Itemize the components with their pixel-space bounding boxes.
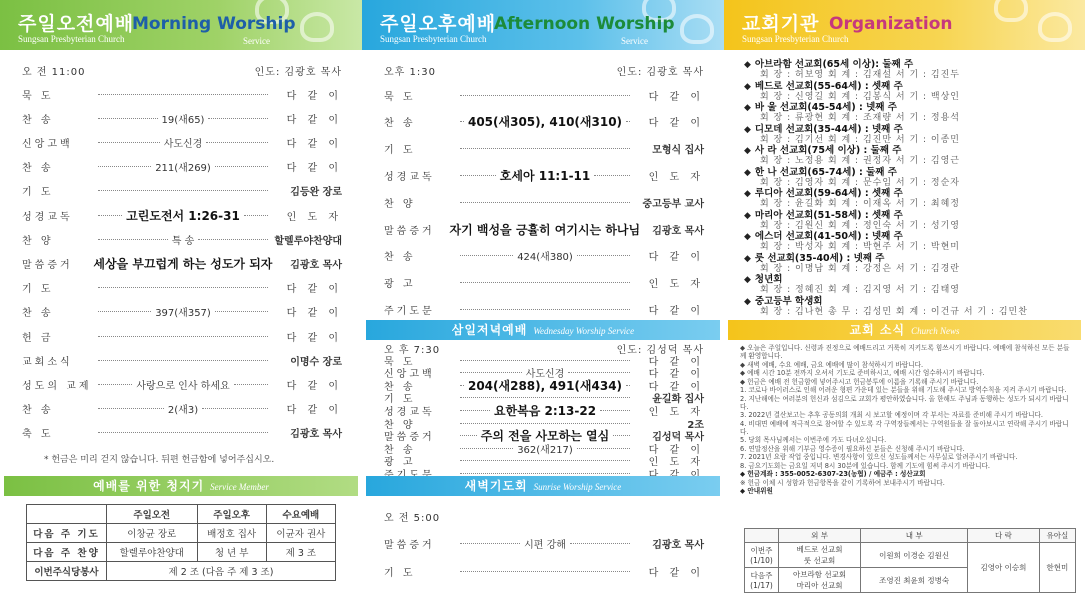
order-label: 주기도문	[384, 305, 435, 317]
heart-decoration	[1038, 12, 1072, 42]
order-value: 211(새269)	[155, 163, 211, 175]
order-row	[384, 535, 704, 551]
wednesday-title: 삼일저녁예배	[451, 323, 528, 337]
diamond-icon: ◆	[744, 124, 751, 135]
dotted-leader	[460, 571, 630, 572]
dotted-leader	[460, 435, 477, 436]
church-name: Sungsan Presbyterian Church	[380, 34, 487, 44]
usher-inner: 이원희 이경순 김원신	[861, 543, 968, 568]
duty-cell: 청 년 부	[197, 543, 266, 562]
duty-title: 예배를 위한 청지기	[93, 479, 205, 493]
order-label: 찬 송	[384, 252, 416, 264]
order-label: 축 도	[22, 429, 54, 441]
dotted-leader	[460, 148, 630, 149]
order-person: 다 같 이	[648, 252, 705, 264]
heart-decoration	[300, 12, 334, 42]
dotted-leader	[460, 410, 490, 411]
afternoon-time: 오후 1:30	[384, 66, 436, 78]
heart-decoration	[994, 0, 1028, 22]
duty-cell: 제 2 조 (다음 주 제 3 조)	[107, 562, 336, 581]
order-label: 성경교독	[384, 406, 435, 418]
dotted-leader	[600, 410, 630, 411]
order-person: 다 같 이	[648, 91, 704, 103]
organization-name-text: 한 나 선교회(65-74세) : 둘째 주	[754, 166, 897, 178]
news-item: 8. 금요기도회는 금요일 저녁 8시 30분에 있습니다. 함께 기도에 힘써 주시기 바랍니다.	[740, 461, 990, 470]
news-item: 1. 코로나 바이러스로 인해 어려운 형편 가운데 있는 분들을 위해 기도해 주시고 방역수칙을 지켜 주시기 바랍니다.	[740, 386, 1067, 394]
order-person: 다 같 이	[286, 138, 343, 150]
organization-members: 회 장 : 박성자 회 계 : 박현주 서 기 : 박현미	[760, 242, 960, 252]
dotted-leader	[570, 543, 630, 544]
dotted-leader	[98, 142, 160, 143]
order-person: 김광호 목사	[290, 259, 342, 271]
order-value: 특 송	[171, 235, 195, 247]
order-row	[22, 352, 342, 368]
duty-table	[26, 504, 336, 581]
order-label: 성경교독	[22, 211, 73, 223]
dotted-leader	[626, 385, 630, 386]
order-person: 이명수 장로	[290, 356, 342, 368]
order-label: 기 도	[22, 284, 54, 296]
usher-upper: 김영아 이승희	[968, 543, 1040, 593]
order-person: 다 같 이	[286, 114, 343, 126]
order-row	[384, 141, 704, 157]
diamond-icon: ◆	[744, 103, 751, 113]
order-person: 인 도 자	[286, 211, 343, 223]
usher-row	[745, 543, 1076, 568]
order-person: 중고등부 교사	[642, 198, 704, 210]
order-value: 2(새3)	[167, 405, 199, 417]
order-label: 말씀증거	[22, 259, 73, 271]
wednesday-time: 오 후 7:30	[384, 345, 441, 356]
order-row	[384, 275, 704, 291]
dawn-time-row	[384, 508, 704, 524]
dotted-leader	[577, 448, 630, 449]
organization-column	[724, 0, 1085, 595]
duty-cell: 배정호 집사	[197, 524, 266, 543]
order-value: 시편 강해	[524, 539, 566, 551]
order-row	[22, 207, 342, 223]
order-value: 204(새288), 491(새434)	[467, 378, 623, 393]
afternoon-leader: 인도: 김광호 목사	[616, 66, 704, 78]
dotted-leader	[198, 239, 268, 240]
dotted-leader	[460, 309, 630, 310]
organization-name-text: 룻 선교회(35-40세) : 넷째 주	[754, 252, 885, 264]
dotted-leader	[460, 360, 630, 361]
organization-name-text: 사 라 선교회(75세 이상) : 둘째 주	[754, 145, 902, 156]
usher-table	[744, 528, 1076, 593]
order-label: 찬 양	[384, 198, 416, 210]
dotted-leader	[460, 175, 496, 176]
order-person: 다 같 이	[286, 284, 342, 296]
dotted-leader	[98, 190, 268, 191]
dotted-leader	[208, 118, 268, 119]
morning-column	[0, 0, 362, 595]
order-person: 김광호 목사	[652, 539, 705, 551]
dotted-leader	[215, 311, 268, 312]
order-value: 사도신경	[525, 369, 565, 381]
order-person: 인 도 자	[648, 171, 705, 183]
dotted-leader	[244, 215, 268, 216]
order-value: 19(새65)	[161, 114, 205, 126]
order-label: 말씀증거	[384, 539, 435, 551]
dotted-leader	[98, 118, 158, 119]
usher-outer: 베드로 선교회 룻 선교회	[779, 543, 861, 568]
order-value: 호세아 11:1-11	[499, 168, 591, 183]
order-label: 기 도	[384, 394, 416, 406]
dotted-leader	[460, 543, 520, 544]
usher-header: 다 락	[968, 529, 1040, 543]
news-bar	[728, 320, 1081, 340]
diamond-icon: ◆	[744, 60, 751, 70]
order-label: 성경교독	[384, 171, 435, 183]
church-name: Sungsan Presbyterian Church	[742, 34, 849, 44]
organization-name-text: 중고등부 학생회	[754, 295, 823, 307]
dotted-leader	[98, 432, 268, 433]
diamond-icon: ◆	[744, 296, 751, 307]
organization-title-ko: 교회기관	[742, 13, 820, 35]
order-label: 교회소식	[22, 356, 73, 368]
order-value: 자기 백성을 긍휼히 여기시는 하나님	[449, 222, 641, 237]
news-bullet: ◆ 헌금은 예배 전 헌금함에 넣어주시고 헌금봉투에 이름을 기록해 주시기 바랍니다.	[740, 377, 979, 386]
order-person: 다 같 이	[286, 332, 342, 344]
dotted-leader	[98, 360, 268, 361]
duty-cell: 할렐루야찬양대	[107, 543, 198, 562]
organization-members: 회 장 : 허보영 회 계 : 김재설 서 기 : 김진두	[760, 70, 960, 80]
usher-header: 외 부	[779, 529, 861, 543]
organization-name-text: 베드로 선교회(55-64세) : 셋째 주	[754, 80, 903, 92]
duty-row-label: 이번주식당봉사	[27, 562, 107, 581]
news-bullet: ◆ 새벽 예배, 수요 예배, 금요 예배에 많이 참석하시기 바랍니다.	[740, 360, 924, 369]
duty-title-en: Service Member	[210, 482, 269, 492]
order-label: 찬 송	[22, 114, 54, 126]
order-person: 다 같 이	[286, 405, 342, 417]
dotted-leader	[234, 384, 268, 385]
news-title: 교회 소식	[849, 323, 906, 337]
news-body	[740, 344, 1070, 496]
offering-note: * 헌금은 미리 걷지 않습니다. 뒤편 헌금함에 넣어주십시오.	[44, 455, 275, 465]
afternoon-column	[362, 0, 724, 595]
order-label: 말씀증거	[384, 432, 435, 444]
dotted-leader	[594, 175, 630, 176]
order-label: 찬 양	[22, 235, 54, 247]
duty-row	[27, 543, 336, 562]
order-label: 묵 도	[22, 90, 54, 102]
order-person: 다 같 이	[648, 305, 704, 317]
news-item: 6. 연말정산을 위해 기부금 영수증이 필요하신 분들은 신청해 주시기 바랍니다.	[740, 444, 965, 453]
order-label: 광 고	[384, 279, 416, 291]
order-person: 다 같 이	[286, 90, 342, 102]
morning-title-ko: 주일오전예배	[18, 13, 135, 35]
diamond-icon: ◆	[744, 189, 751, 199]
duty-bar	[4, 476, 358, 496]
order-value: 사도신경	[163, 138, 203, 150]
order-label: 찬 양	[384, 419, 416, 431]
order-row	[384, 194, 704, 210]
dawn-bar	[366, 476, 720, 496]
order-label: 기 도	[22, 187, 54, 199]
account-note: ※ 헌금 이체 시 성함과 헌금항목을 같이 기록하여 보내주시기 바랍니다.	[740, 478, 945, 487]
order-person: 다 같 이	[648, 381, 704, 393]
dotted-leader	[202, 408, 268, 409]
order-label: 찬 송	[384, 118, 416, 130]
order-value: 요한복음 2:13-22	[493, 403, 597, 418]
dotted-leader	[460, 460, 630, 461]
usher-header: 내 부	[861, 529, 968, 543]
order-row	[384, 248, 704, 264]
order-person: 다 같 이	[286, 380, 342, 392]
order-label: 찬 송	[22, 308, 54, 320]
morning-leader: 인도: 김광호 목사	[254, 66, 342, 78]
organization-name-text: 루디아 선교회(59-64세) : 셋째 주	[754, 188, 903, 199]
order-label: 신앙고백	[384, 369, 435, 381]
order-label: 찬 송	[384, 444, 416, 456]
order-person: 모형식 집사	[652, 145, 704, 157]
order-person: 인 도 자	[648, 406, 705, 418]
order-row	[22, 328, 342, 344]
order-person: 인 도 자	[648, 279, 704, 291]
organization-title-en: Organization	[829, 14, 953, 34]
order-label: 신앙고백	[22, 138, 73, 150]
order-value: 고린도전서 1:26-31	[126, 208, 240, 223]
order-label: 기 도	[384, 145, 416, 157]
order-label: 기 도	[384, 567, 416, 579]
organization-name-text: 아브라함 선교회(65세 이상): 둘째 주	[754, 59, 914, 70]
order-label: 광 고	[384, 457, 416, 469]
organization-members: 회 장 : 신영길 회 계 : 김봉식 서 기 : 백상인	[760, 91, 960, 102]
dotted-leader	[98, 239, 168, 240]
organization-name-text: 디모데 선교회(35-44세) : 넷째 주	[754, 123, 903, 135]
wednesday-title-en: Wednesday Worship Service	[533, 326, 635, 336]
service-tag: Service	[621, 36, 648, 46]
diamond-icon: ◆	[744, 146, 751, 156]
morning-header	[0, 0, 362, 50]
duty-cell: 제 3 조	[266, 543, 335, 562]
order-person: 2조	[687, 419, 704, 431]
order-row	[384, 114, 704, 130]
order-person: 윤길화 집사	[652, 394, 704, 406]
dotted-leader	[460, 255, 513, 256]
order-value: 405(새305), 410(새310)	[467, 115, 623, 130]
organization-members: 회 장 : 김원신 회 계 : 정인숙 서 기 : 성기영	[760, 220, 960, 231]
order-row	[384, 167, 704, 183]
dotted-leader	[460, 95, 630, 96]
diamond-icon: ◆	[744, 232, 751, 242]
dotted-leader	[98, 408, 164, 409]
usher-week: 다음주 (1/17)	[745, 568, 779, 593]
order-person: 다 같 이	[286, 308, 343, 320]
news-item: 5. 당회 목사님께서는 이번주에 가도 다녀오십니다.	[740, 436, 887, 444]
organization-name-text: 청년회	[754, 274, 783, 285]
wednesday-leader: 인도: 김성덕 목사	[616, 345, 704, 356]
usher-outer: 아브라함 선교회 마리아 선교회	[779, 568, 861, 593]
order-value: 397(새357)	[155, 308, 211, 320]
organization-members: 회 장 : 노정용 회 계 : 권정자 서 기 : 김영근	[760, 156, 960, 166]
diamond-icon: ◆	[744, 167, 751, 178]
order-person: 다 같 이	[648, 118, 704, 130]
dotted-leader	[613, 435, 630, 436]
order-label: 헌 금	[22, 332, 54, 344]
order-row	[22, 304, 342, 320]
dotted-leader	[460, 282, 630, 283]
morning-time: 오 전 11:00	[22, 66, 86, 78]
usher-inner: 조영진 최윤희 정병숙	[861, 568, 968, 593]
service-tag: Service	[243, 36, 270, 46]
usher-header	[745, 529, 779, 543]
morning-title-en: Morning Worship	[132, 14, 296, 34]
order-row	[22, 280, 342, 296]
order-person: 김광호 목사	[290, 429, 342, 441]
order-row	[22, 110, 342, 126]
diamond-icon: ◆	[744, 81, 751, 92]
dotted-leader	[98, 384, 132, 385]
news-item: 2. 지난해에는 여러분의 헌신과 섬김으로 교회가 평안하였습니다. 올 한해도 주님과 동행하는 성도가 되시기 바랍니다.	[740, 394, 1069, 411]
order-row	[22, 425, 342, 441]
order-label: 말씀증거	[384, 225, 435, 237]
order-row	[22, 134, 342, 150]
afternoon-title-ko: 주일오후예배	[380, 13, 497, 35]
dotted-leader	[98, 166, 151, 167]
order-person: 김성덕 목사	[652, 432, 704, 444]
news-bullet: ◆ 오늘은 주일입니다. 신령과 진정으로 예배드리고 거룩히 지키도록 힘쓰시기 바랍니다. 예배에 참석하신 모든 분들께 환영합니다.	[740, 344, 1070, 360]
duty-row-label: 다음 주 찬양	[27, 543, 107, 562]
order-label: 찬 송	[22, 405, 54, 417]
order-row	[22, 183, 342, 199]
order-value: 362(새217)	[517, 444, 573, 456]
order-person: 인 도 자	[648, 457, 704, 469]
heart-decoration	[680, 14, 714, 44]
dotted-leader	[206, 142, 268, 143]
guide-title: ◆ 안내위원	[740, 487, 773, 495]
organization-members: 회 장 : 류광현 회 계 : 조재량 서 기 : 정용석	[760, 113, 960, 123]
usher-week: 이번주 (1/10)	[745, 543, 779, 568]
order-value: 주의 전을 사모하는 열심	[480, 429, 610, 444]
order-label: 묵 도	[384, 91, 416, 103]
order-label: 찬 송	[384, 381, 416, 393]
order-row	[22, 401, 342, 417]
wednesday-bar	[366, 320, 720, 340]
order-row	[22, 86, 342, 102]
organization-members: 회 장 : 김기선 회 계 : 김진만 서 기 : 이종민	[760, 134, 960, 145]
dotted-leader	[98, 215, 122, 216]
duty-cell: 이균자 권사	[266, 524, 335, 543]
dotted-leader	[577, 255, 630, 256]
dawn-title: 새벽기도회	[464, 479, 528, 493]
dotted-leader	[460, 423, 630, 424]
order-value: 세상을 부끄럽게 하는 성도가 되자	[93, 256, 273, 271]
organization-name-text: 마리아 선교회(51-58세) : 셋째 주	[754, 209, 903, 221]
order-row	[22, 376, 342, 392]
afternoon-title-en: Afternoon Worship	[494, 14, 675, 34]
organization-members: 회 장 : 윤길화 회 계 : 이재옥 서 기 : 최혜정	[760, 199, 960, 209]
order-person: 다 같 이	[648, 567, 704, 579]
order-row	[384, 563, 704, 579]
dotted-leader	[215, 166, 268, 167]
order-label: 성도의 교제	[22, 380, 92, 392]
organization-members: 회 장 : 김영자 회 계 : 문수임 서 기 : 정순자	[760, 177, 960, 188]
dotted-leader	[98, 311, 151, 312]
dotted-leader	[98, 94, 268, 95]
order-row	[384, 87, 704, 103]
afternoon-header	[362, 0, 724, 50]
news-item: 7. 2021년 요람 작업 중입니다. 변경사항이 있으신 성도들께서는 사무실로 알려주시기 바랍니다.	[740, 453, 1018, 461]
dotted-leader	[460, 473, 630, 474]
duty-header-row	[27, 505, 336, 524]
organization-members: 회 장 : 김나현 총 무 : 김성민 회 계 : 이건규 서 기 : 김민찬	[760, 306, 1028, 317]
order-person: 할렐루야찬양대	[274, 235, 342, 247]
organization-members: 회 장 : 정혜진 회 계 : 김지영 서 기 : 김태영	[760, 285, 960, 295]
duty-header: 수요예배	[266, 505, 335, 524]
order-row	[22, 159, 342, 175]
order-person: 김광호 목사	[652, 225, 704, 237]
diamond-icon: ◆	[744, 275, 751, 285]
order-row	[384, 301, 704, 317]
usher-header-row	[745, 529, 1076, 543]
duty-row	[27, 562, 336, 581]
dotted-leader	[460, 385, 464, 386]
dotted-leader	[626, 121, 630, 122]
order-person: 다 같 이	[648, 356, 704, 368]
dotted-leader	[568, 372, 630, 373]
duty-cell: 이창균 장로	[107, 524, 198, 543]
dotted-leader	[460, 121, 464, 122]
news-title-en: Church News	[911, 326, 960, 336]
duty-header: 주일오후	[197, 505, 266, 524]
church-name: Sungsan Presbyterian Church	[18, 34, 125, 44]
dotted-leader	[460, 202, 630, 203]
dotted-leader	[460, 448, 513, 449]
order-person: 다 같 이	[648, 444, 705, 456]
dotted-leader	[98, 287, 268, 288]
morning-time-row	[22, 62, 342, 78]
dawn-title-en: Sunrise Worship Service	[533, 482, 622, 492]
organization-name-text: 바 울 선교회(45-54세) : 넷째 주	[754, 102, 897, 113]
order-value: 사랑으로 인사 하세요	[136, 380, 230, 392]
organization-members: 회 장 : 이명남 회 계 : 강정은 서 기 : 김경란	[760, 263, 960, 274]
order-person: 다 같 이	[286, 163, 343, 175]
dotted-leader	[98, 336, 268, 337]
order-row	[22, 255, 342, 271]
order-label: 묵 도	[384, 356, 416, 368]
news-item: 4. 비대면 예배에 적극적으로 참여할 수 있도록 각 구역장들께서는 구역원들을 잘 돌아보시고 연락해 주시기 바랍니다.	[740, 419, 1069, 436]
order-person: 김등완 장로	[290, 187, 342, 199]
news-bullet: ◆ 예배 시간 10분 전까지 오셔서 기도로 준비하시고, 예배 시간 엄수하시기 바랍니다.	[740, 369, 985, 377]
duty-header: 주일오전	[107, 505, 198, 524]
order-row	[22, 231, 342, 247]
order-label: 찬 송	[22, 163, 54, 175]
dotted-leader	[460, 397, 630, 398]
diamond-icon: ◆	[744, 253, 751, 264]
usher-header: 유아실	[1039, 529, 1075, 543]
diamond-icon: ◆	[744, 210, 751, 221]
dawn-time: 오 전 5:00	[384, 512, 441, 524]
duty-row	[27, 524, 336, 543]
afternoon-time-row	[384, 62, 704, 78]
organization-name-text: 에스더 선교회(41-50세) : 넷째 주	[754, 231, 903, 242]
order-row	[384, 221, 704, 237]
duty-row-label: 다음 주 기도	[27, 524, 107, 543]
order-person: 다 같 이	[648, 369, 705, 381]
order-value: 424(새380)	[517, 252, 573, 264]
news-item: 3. 2022년 결산보고는 추후 공동의회 개최 시 보고할 예정이며 각 부서는 자료를 준비해 주시기 바랍니다.	[740, 411, 1043, 419]
account-info: ◆ 헌금계좌 : 355-0052-6307-23(농협) / 예금주 : 성산교회	[740, 470, 926, 478]
dotted-leader	[460, 372, 522, 373]
organization-header	[724, 0, 1085, 50]
usher-nursery: 한현미	[1039, 543, 1075, 593]
